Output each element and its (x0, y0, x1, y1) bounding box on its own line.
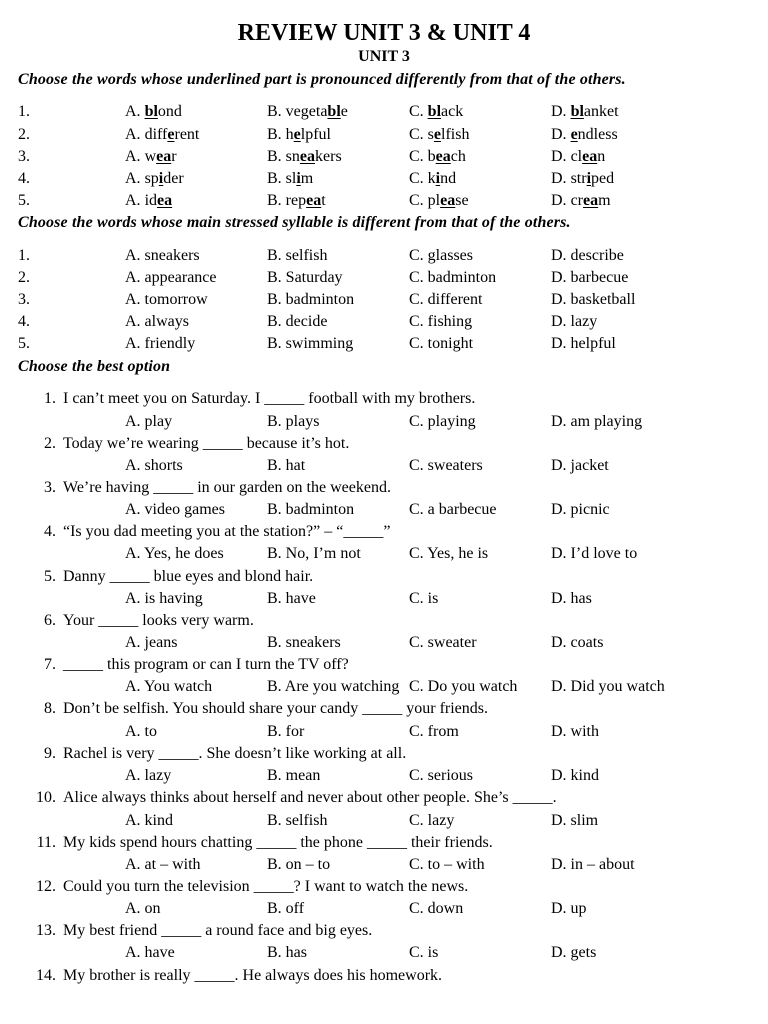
answer-row (0, 632, 768, 654)
question-row (0, 433, 768, 455)
option-a[interactable]: A. shorts (125, 457, 183, 474)
question-text: Your _____ looks very warm. (63, 612, 254, 629)
stress-row (0, 267, 768, 289)
option-a[interactable]: A. idea (125, 192, 173, 209)
question-row (0, 698, 768, 720)
option-c[interactable]: C. black (409, 103, 464, 120)
option-a[interactable]: A. is having (125, 590, 203, 607)
option-d[interactable]: D. striped (551, 170, 615, 187)
question-row (0, 832, 768, 854)
option-c[interactable]: C. Do you watch (409, 678, 518, 695)
option-a[interactable]: A. lazy (125, 767, 172, 784)
item-number: 4. (18, 170, 30, 187)
option-b[interactable]: B. off (267, 900, 305, 917)
question-number: 6. (44, 612, 56, 629)
option-b[interactable]: B. for (267, 723, 305, 740)
option-a[interactable]: A. kind (125, 812, 173, 829)
option-c[interactable]: C. badminton (409, 269, 497, 286)
question-text: Alice always thinks about herself and never about other people. She’s _____. (63, 789, 557, 806)
option-c[interactable]: C. serious (409, 767, 473, 784)
option-a[interactable]: A. tomorrow (125, 291, 208, 308)
option-a[interactable]: A. play (125, 413, 173, 430)
question-text: _____ this program or can I turn the TV off? (63, 656, 349, 673)
pronunciation-row (0, 190, 768, 212)
item-number: 3. (18, 291, 30, 308)
question-row (0, 610, 768, 632)
option-d[interactable]: D. am playing (551, 413, 643, 430)
item-number: 5. (18, 192, 30, 209)
option-c[interactable]: C. to – with (409, 856, 485, 873)
question-row (0, 965, 768, 987)
option-a[interactable]: A. at – with (125, 856, 201, 873)
option-d[interactable]: D. gets (551, 944, 597, 961)
option-a[interactable]: A. always (125, 313, 189, 330)
option-b[interactable]: B. Are you watching (267, 678, 400, 695)
option-d[interactable]: D. helpful (551, 335, 616, 352)
question-row (0, 876, 768, 898)
option-b[interactable]: B. decide (267, 313, 328, 330)
answer-row (0, 854, 768, 876)
page-title: REVIEW UNIT 3 & UNIT 4 (237, 20, 531, 46)
option-d[interactable]: D. lazy (551, 313, 598, 330)
option-d[interactable]: D. cream (551, 192, 611, 209)
question-text: “Is you dad meeting you at the station?” – “_____” (63, 523, 391, 540)
question-number: 8. (44, 700, 56, 717)
answer-row (0, 499, 768, 521)
option-a[interactable]: A. jeans (125, 634, 178, 651)
question-text: Could you turn the television _____? I want to watch the news. (63, 878, 469, 895)
option-d[interactable]: D. slim (551, 812, 599, 829)
question-row (0, 477, 768, 499)
option-b[interactable]: B. has (267, 944, 307, 961)
question-number: 12. (36, 878, 56, 895)
option-d[interactable]: D. coats (551, 634, 604, 651)
option-c[interactable]: C. selfish (409, 126, 470, 143)
option-a[interactable]: A. You watch (125, 678, 213, 695)
question-number: 7. (44, 656, 56, 673)
option-d[interactable]: D. in – about (551, 856, 635, 873)
option-b[interactable]: B. selfish (267, 812, 328, 829)
item-number: 2. (18, 126, 30, 143)
option-a[interactable]: A. video games (125, 501, 225, 518)
option-c[interactable]: C. from (409, 723, 459, 740)
option-d[interactable]: D. with (551, 723, 599, 740)
option-c[interactable]: C. fishing (409, 313, 473, 330)
item-number: 3. (18, 148, 30, 165)
option-a[interactable]: A. Yes, he does (125, 545, 224, 562)
question-text: Rachel is very _____. She doesn’t like working at all. (63, 745, 407, 762)
option-d[interactable]: D. jacket (551, 457, 609, 474)
section3-instruction: Choose the best option (18, 358, 171, 375)
answer-row (0, 676, 768, 698)
option-b[interactable]: B. repeat (267, 192, 326, 209)
option-c[interactable]: C. is (409, 944, 439, 961)
option-d[interactable]: D. basketball (551, 291, 636, 308)
option-b[interactable]: B. slim (267, 170, 314, 187)
stress-row (0, 245, 768, 267)
option-b[interactable]: B. Saturday (267, 269, 343, 286)
option-c[interactable]: C. sweaters (409, 457, 483, 474)
option-b[interactable]: B. have (267, 590, 316, 607)
option-c[interactable]: C. sweater (409, 634, 477, 651)
answer-row (0, 455, 768, 477)
option-d[interactable]: D. blanket (551, 103, 619, 120)
section1-instruction: Choose the words whose underlined part is pronounced differently from that of the others. (18, 71, 626, 88)
question-row (0, 654, 768, 676)
stress-row (0, 311, 768, 333)
option-a[interactable]: A. appearance (125, 269, 217, 286)
question-number: 1. (44, 390, 56, 407)
answer-row (0, 588, 768, 610)
option-a[interactable]: A. to (125, 723, 157, 740)
option-d[interactable]: D. describe (551, 247, 624, 264)
option-c[interactable]: C. lazy (409, 812, 455, 829)
question-text: We’re having _____ in our garden on the weekend. (63, 479, 391, 496)
question-text: I can’t meet you on Saturday. I _____ football with my brothers. (63, 390, 476, 407)
question-text: Danny _____ blue eyes and blond hair. (63, 568, 314, 585)
option-b[interactable]: B. on – to (267, 856, 331, 873)
option-b[interactable]: B. hat (267, 457, 306, 474)
item-number: 1. (18, 247, 30, 264)
question-number: 2. (44, 435, 56, 452)
option-d[interactable]: D. up (551, 900, 587, 917)
option-b[interactable]: B. badminton (267, 501, 355, 518)
option-a[interactable]: A. have (125, 944, 175, 961)
question-row (0, 787, 768, 809)
option-d[interactable]: D. kind (551, 767, 599, 784)
question-text: Don’t be selfish. You should share your candy _____ your friends. (63, 700, 488, 717)
item-number: 1. (18, 103, 30, 120)
question-number: 10. (36, 789, 56, 806)
question-number: 5. (44, 568, 56, 585)
item-number: 4. (18, 313, 30, 330)
option-b[interactable]: B. vegetable (267, 103, 348, 120)
option-c[interactable]: C. tonight (409, 335, 474, 352)
option-a[interactable]: A. sneakers (125, 247, 200, 264)
answer-row (0, 543, 768, 565)
question-row (0, 566, 768, 588)
option-b[interactable]: B. sneakers (267, 148, 342, 165)
option-b[interactable]: B. swimming (267, 335, 354, 352)
option-c[interactable]: C. please (409, 192, 469, 209)
question-text: My kids spend hours chatting _____ the phone _____ their friends. (63, 834, 493, 851)
option-d[interactable]: D. has (551, 590, 592, 607)
question-text: My brother is really _____. He always does his homework. (63, 967, 443, 984)
question-number: 3. (44, 479, 56, 496)
option-c[interactable]: C. glasses (409, 247, 473, 264)
pronunciation-row (0, 146, 768, 168)
question-text: My best friend _____ a round face and big eyes. (63, 922, 373, 939)
answer-row (0, 765, 768, 787)
pronunciation-row (0, 124, 768, 146)
option-d[interactable]: D. clean (551, 148, 606, 165)
option-b[interactable]: B. selfish (267, 247, 328, 264)
question-row (0, 743, 768, 765)
option-b[interactable]: B. sneakers (267, 634, 341, 651)
stress-row (0, 289, 768, 311)
pronunciation-row (0, 168, 768, 190)
option-b[interactable]: B. No, I’m not (267, 545, 361, 562)
option-d[interactable]: D. barbecue (551, 269, 629, 286)
option-c[interactable]: C. different (409, 291, 483, 308)
option-a[interactable]: A. blond (125, 103, 182, 120)
option-c[interactable]: C. is (409, 590, 439, 607)
option-d[interactable]: D. picnic (551, 501, 610, 518)
item-number: 2. (18, 269, 30, 286)
answer-row (0, 942, 768, 964)
option-a[interactable]: A. wear (125, 148, 177, 165)
answer-row (0, 721, 768, 743)
option-d[interactable]: D. endless (551, 126, 618, 143)
question-row (0, 388, 768, 410)
question-text: Today we’re wearing _____ because it’s hot. (63, 435, 350, 452)
question-number: 13. (36, 922, 56, 939)
option-d[interactable]: D. Did you watch (551, 678, 665, 695)
item-number: 5. (18, 335, 30, 352)
option-a[interactable]: A. friendly (125, 335, 196, 352)
question-number: 11. (36, 834, 56, 851)
option-a[interactable]: A. on (125, 900, 161, 917)
option-b[interactable]: B. plays (267, 413, 320, 430)
option-c[interactable]: C. beach (409, 148, 466, 165)
question-number: 9. (44, 745, 56, 762)
option-d[interactable]: D. I’d love to (551, 545, 638, 562)
answer-row (0, 411, 768, 433)
option-b[interactable]: B. helpful (267, 126, 331, 143)
question-number: 14. (36, 967, 56, 984)
option-a[interactable]: A. different (125, 126, 200, 143)
option-c[interactable]: C. kind (409, 170, 457, 187)
pronunciation-row (0, 101, 768, 123)
question-number: 4. (44, 523, 56, 540)
option-b[interactable]: B. badminton (267, 291, 355, 308)
stress-row (0, 333, 768, 355)
option-b[interactable]: B. mean (267, 767, 321, 784)
option-c[interactable]: C. Yes, he is (409, 545, 489, 562)
section2-instruction: Choose the words whose main stressed syllable is different from that of the others. (18, 214, 571, 231)
answer-row (0, 898, 768, 920)
option-c[interactable]: C. down (409, 900, 464, 917)
question-row (0, 521, 768, 543)
option-c[interactable]: C. playing (409, 413, 476, 430)
question-row (0, 920, 768, 942)
answer-row (0, 810, 768, 832)
option-a[interactable]: A. spider (125, 170, 184, 187)
option-c[interactable]: C. a barbecue (409, 501, 497, 518)
unit-label: UNIT 3 (358, 48, 410, 65)
